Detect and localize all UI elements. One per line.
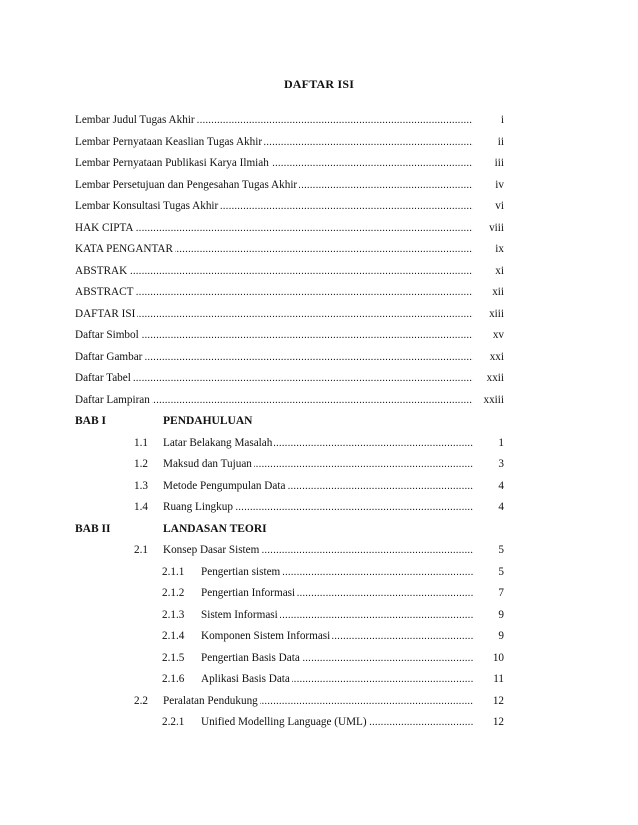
toc-entry-title: Peralatan Pendukung: [163, 691, 260, 713]
toc-entry[interactable]: [75, 712, 506, 734]
chapter-heading[interactable]: [75, 519, 506, 541]
toc-entry-page: xv: [491, 325, 504, 347]
toc-entry[interactable]: [75, 282, 506, 304]
toc-entry[interactable]: [75, 648, 506, 670]
toc-entry[interactable]: [75, 562, 506, 584]
toc-entry-title: KATA PENGANTAR: [75, 239, 175, 261]
toc-entry-title: Komponen Sistem Informasi: [201, 626, 332, 648]
toc-entry[interactable]: [75, 132, 506, 154]
chapter-title: LANDASAN TEORI: [163, 522, 267, 535]
toc-entry-page: 1: [496, 433, 504, 455]
toc-entry[interactable]: [75, 261, 506, 283]
toc-entry-page: 12: [491, 691, 504, 713]
toc-entry-title: Aplikasi Basis Data: [201, 669, 292, 691]
toc-entry-page: xxiii: [481, 390, 504, 412]
toc-entry-page: vi: [493, 196, 504, 218]
toc-entry-page: 11: [491, 669, 504, 691]
toc-entry-title: Ruang Lingkup: [163, 497, 235, 519]
toc-entry[interactable]: [75, 175, 506, 197]
toc-entry[interactable]: [75, 583, 506, 605]
subsection-number: 2.1.1: [162, 562, 184, 584]
toc-entry[interactable]: [75, 626, 506, 648]
toc-entry-title: Daftar Tabel: [75, 368, 133, 390]
toc-entry[interactable]: [75, 605, 506, 627]
toc-entry-title: Lembar Pernyataan Publikasi Karya Ilmiah: [75, 153, 271, 175]
toc-entry-page: 5: [496, 540, 504, 562]
chapter-title: PENDAHULUAN: [163, 415, 253, 427]
toc-entry[interactable]: [75, 325, 506, 347]
toc-entry[interactable]: [75, 218, 506, 240]
section-number: 2.1: [134, 540, 148, 562]
toc-entry[interactable]: [75, 390, 506, 412]
toc-entry[interactable]: [75, 239, 506, 261]
toc-entry-title: Daftar Lampiran: [75, 390, 152, 412]
toc-entry-title: Maksud dan Tujuan: [163, 454, 254, 476]
section-number: 2.2: [134, 691, 148, 713]
table-of-contents: [75, 110, 506, 734]
toc-entry-title: Lembar Konsultasi Tugas Akhir: [75, 196, 220, 218]
toc-entry-page: 7: [496, 583, 504, 605]
toc-entry-title: HAK CIPTA: [75, 218, 135, 240]
toc-entry[interactable]: [75, 540, 506, 562]
toc-entry[interactable]: [75, 476, 506, 498]
toc-entry-page: 9: [496, 626, 504, 648]
toc-entry-page: iii: [493, 153, 504, 175]
toc-entry-page: 4: [496, 476, 504, 498]
toc-entry-page: xxii: [485, 368, 504, 390]
toc-entry-title: Metode Pengumpulan Data: [163, 476, 287, 498]
toc-entry-page: xxi: [488, 347, 504, 369]
toc-entry-page: 5: [496, 562, 504, 584]
toc-entry-title: ABSTRAK: [75, 261, 129, 283]
page-title: DAFTAR ISI: [283, 77, 355, 91]
toc-entry-title: Sistem Informasi: [201, 605, 280, 627]
toc-entry-title: DAFTAR ISI: [75, 304, 137, 326]
toc-entry[interactable]: [75, 454, 506, 476]
toc-entry[interactable]: [75, 347, 506, 369]
toc-entry-title: Lembar Pernyataan Keaslian Tugas Akhir: [75, 132, 264, 154]
toc-entry-title: Pengertian Informasi: [201, 583, 297, 605]
toc-entry[interactable]: [75, 368, 506, 390]
toc-entry-page: 4: [496, 497, 504, 519]
toc-entry-page: 9: [496, 605, 504, 627]
subsection-number: 2.1.2: [162, 583, 184, 605]
section-number: 1.4: [134, 497, 148, 519]
toc-entry-page: iv: [493, 175, 504, 197]
chapter-number: BAB I: [75, 415, 106, 427]
toc-entry-title: Pengertian sistem: [201, 562, 282, 584]
toc-entry[interactable]: [75, 196, 506, 218]
toc-entry-title: Unified Modelling Language (UML): [201, 712, 369, 734]
subsection-number: 2.1.3: [162, 605, 184, 627]
toc-entry-page: 12: [491, 712, 504, 734]
toc-entry-title: Daftar Simbol: [75, 325, 141, 347]
toc-entry[interactable]: [75, 691, 506, 713]
toc-entry-title: Lembar Judul Tugas Akhir: [75, 110, 197, 132]
subsection-number: 2.1.6: [162, 669, 184, 691]
section-number: 1.2: [134, 454, 148, 476]
toc-entry[interactable]: [75, 153, 506, 175]
toc-entry-title: Latar Belakang Masalah: [163, 433, 274, 455]
toc-entry-page: xi: [493, 261, 504, 283]
toc-entry-page: ix: [493, 239, 504, 261]
section-number: 1.1: [134, 433, 148, 455]
dot-leader: [75, 368, 473, 390]
toc-entry[interactable]: [75, 304, 506, 326]
toc-entry[interactable]: [75, 433, 506, 455]
toc-entry-title: Daftar Gambar: [75, 347, 144, 369]
subsection-number: 2.1.4: [162, 626, 184, 648]
toc-entry-title: Lembar Persetujuan dan Pengesahan Tugas Akhir: [75, 175, 299, 197]
toc-entry-page: xii: [490, 282, 504, 304]
toc-entry-page: xiii: [487, 304, 504, 326]
toc-entry-title: ABSTRACT: [75, 282, 135, 304]
subsection-number: 2.1.5: [162, 648, 184, 670]
section-number: 1.3: [134, 476, 148, 498]
toc-entry-title: Konsep Dasar Sistem: [163, 540, 261, 562]
toc-entry-page: i: [499, 110, 504, 132]
chapter-heading[interactable]: [75, 411, 506, 433]
dot-leader: [75, 261, 473, 283]
toc-entry-page: ii: [496, 132, 504, 154]
subsection-number: 2.2.1: [162, 712, 184, 734]
toc-entry-title: Pengertian Basis Data: [201, 648, 302, 670]
toc-entry-page: viii: [487, 218, 504, 240]
toc-entry[interactable]: [75, 110, 506, 132]
toc-entry-page: 3: [496, 454, 504, 476]
chapter-number: BAB II: [75, 522, 111, 535]
toc-entry-page: 10: [491, 648, 504, 670]
toc-entry[interactable]: [75, 669, 506, 691]
toc-entry[interactable]: [75, 497, 506, 519]
